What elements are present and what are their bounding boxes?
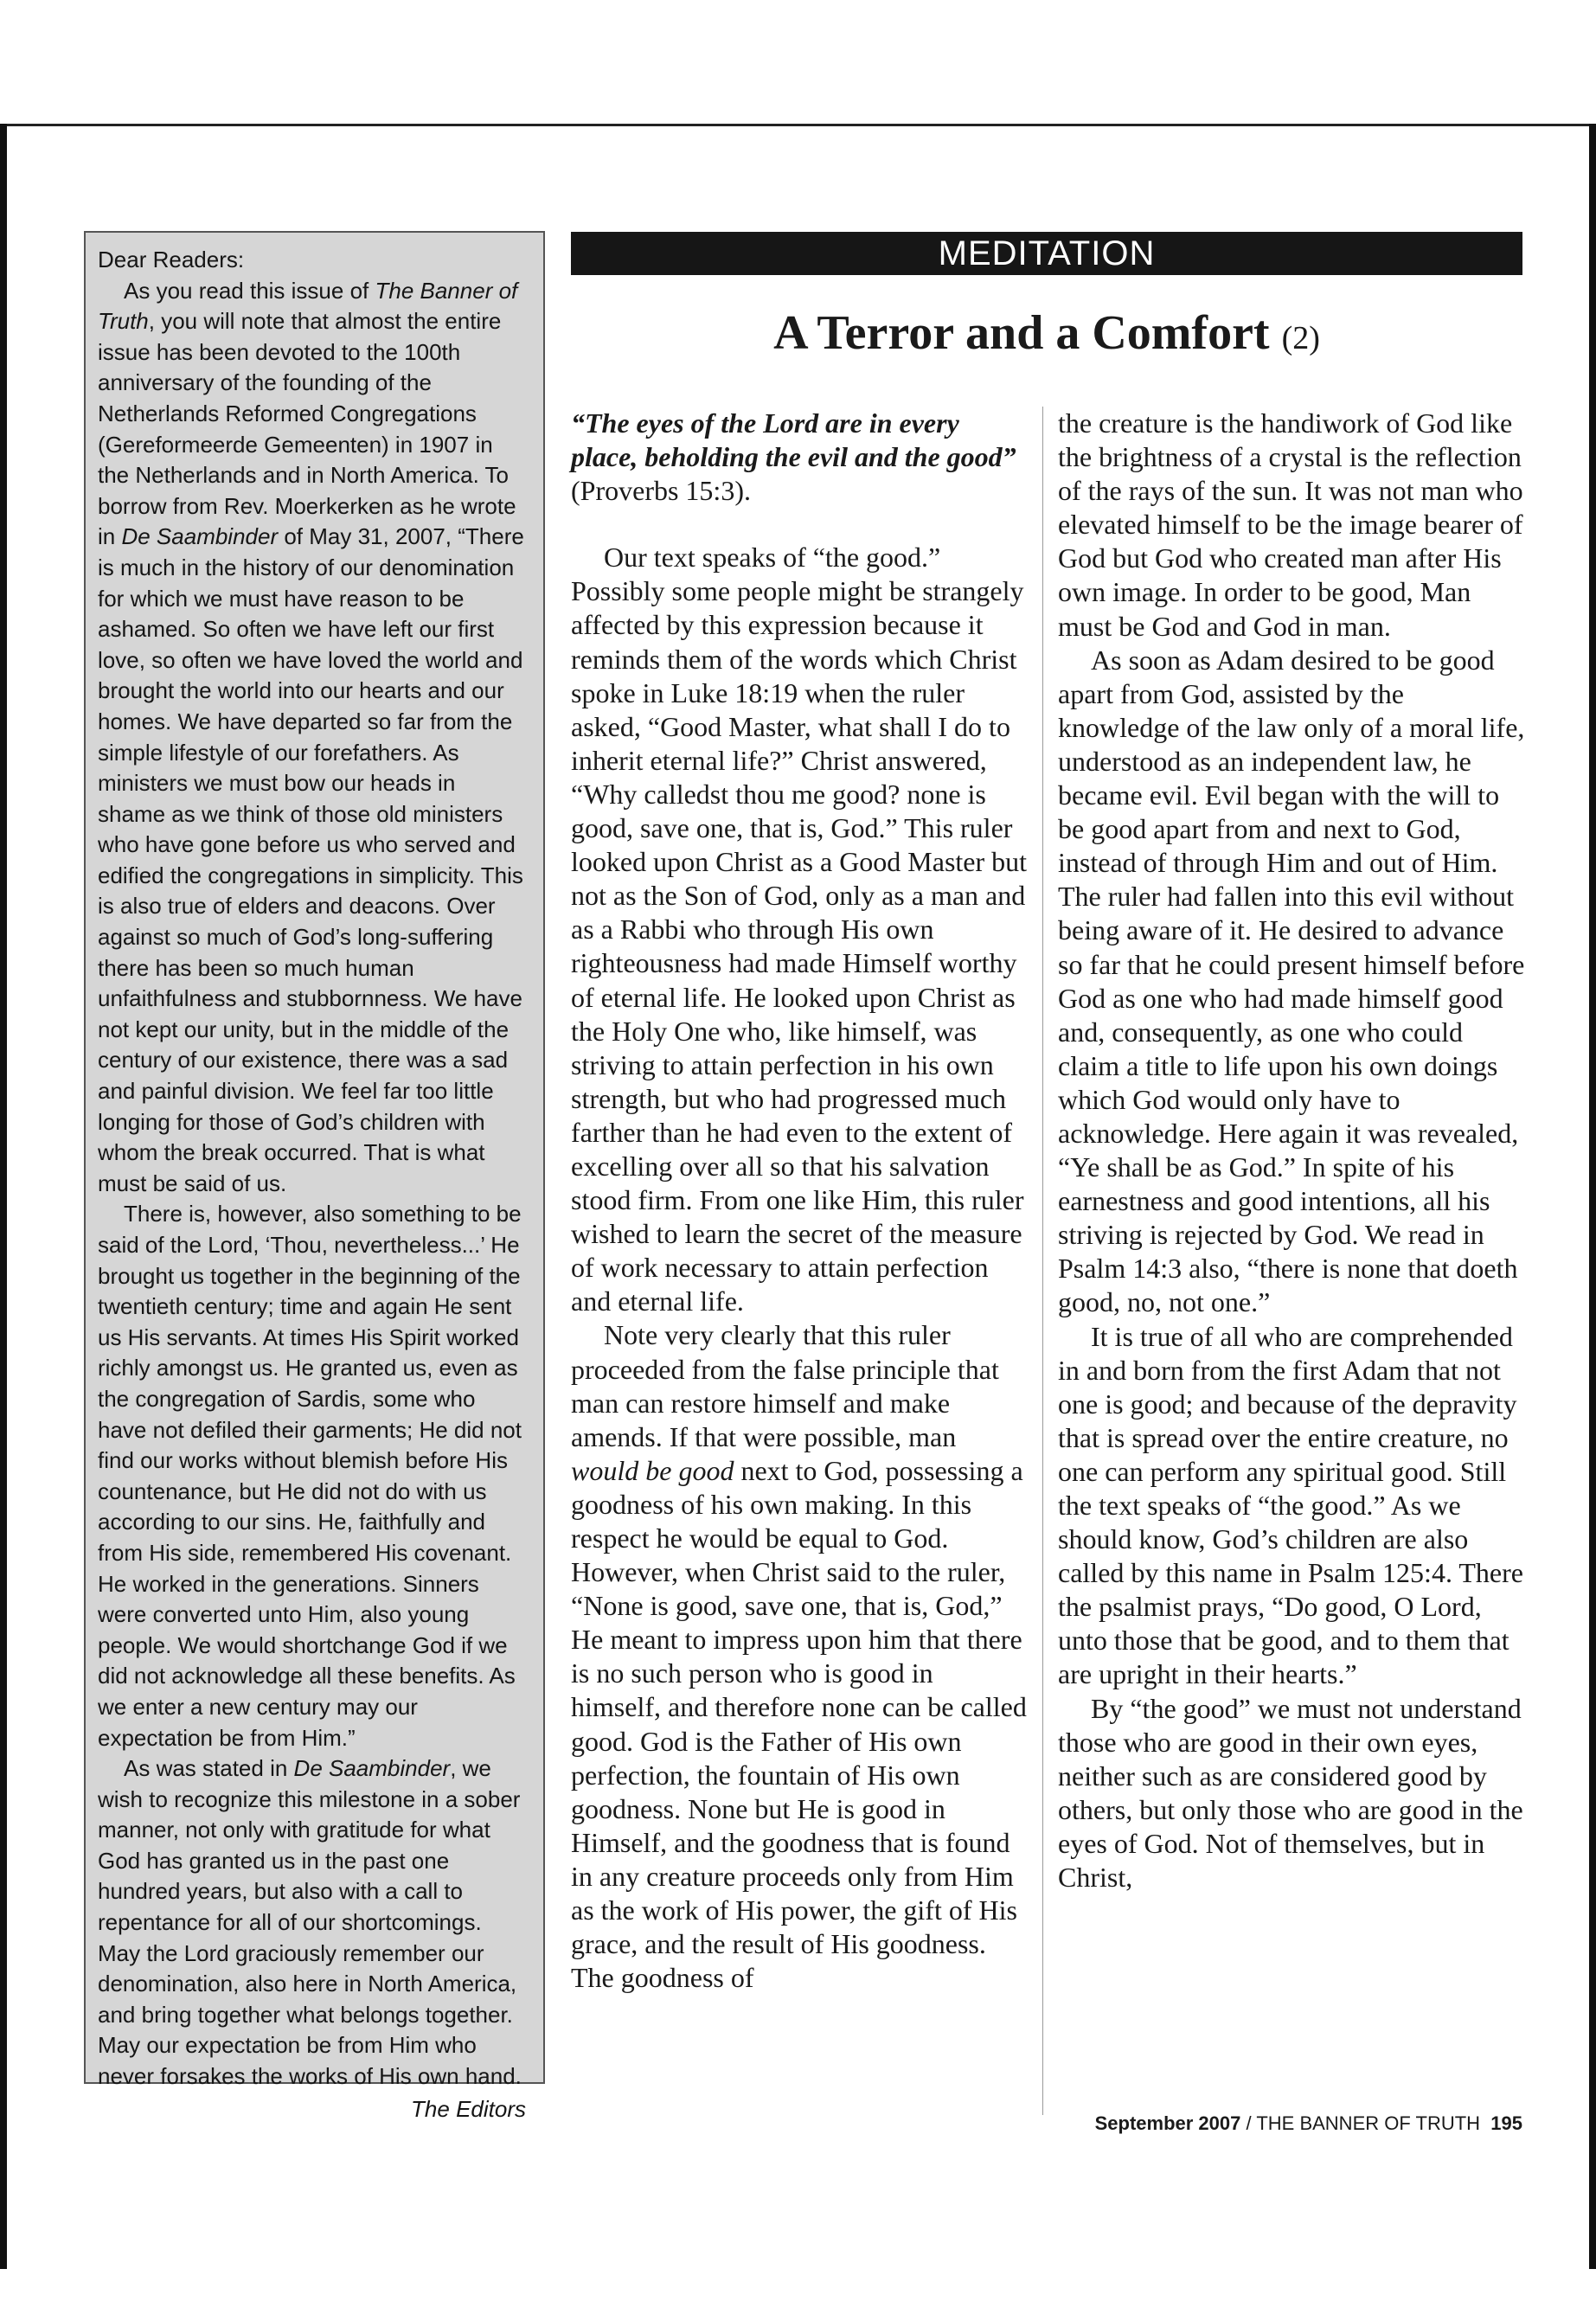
article-paragraph (571, 1318, 1028, 1995)
article-paragraph: As soon as Adam desired to be good apart from God, assisted by the knowledge of the law only of a moral life, understood as an independent law, he became evil. Evil began with the will to be good apart from and next to God, instead of through Him and out of Him. The ruler had fallen into this evil without being aware of it. He desired to advance so far that he could present himself before God as one who had made himself good and, consequently, as one who could claim a title to life upon his own doings which God would only have to acknowledge. Here again it was revealed, “Ye shall be as God.” In spite of his earnestness and good intentions, all his striving is rejected by God. We read in Psalm 14:3 also, “there is none that doeth good, no, not one.” (1058, 644, 1525, 1318)
editors-letter-box (84, 231, 545, 2122)
text-run: , you will note that almost the entire issue has been devoted to the 100th anniversary of the founding of the Netherlands Reformed Congregations (Gereformeerde Gemeenten) in 1907 in the Netherlands and in North America. To borrow from Rev. Moerkerken as he wrote in (98, 308, 516, 550)
letter-salutation: Dear Readers: (98, 247, 245, 272)
publication-name: De Saambinder (121, 523, 279, 550)
text-run: Note very clearly that this ruler proceeded from the false principle that man can restore himself and make amends. If that were possible, man (571, 1319, 999, 1452)
article-title (571, 303, 1522, 369)
right-page-edge (1589, 124, 1596, 2269)
verse-text: “The eyes of the Lord are in every place, beholding the evil and the good” (571, 407, 1016, 473)
text-run: , we wish to recognize this milestone in a sober manner, not only with gratitude for what God has granted us in the past one hundred years, but also with a call to repentance for all of our shortcomings. May the Lord graciously remember our denomination, also here in North America, and bring together what belongs together. May our expectation be from Him who never forsakes the works of His own hand. (98, 1755, 522, 2090)
publication-title: THE BANNER OF TRUTH (1256, 2112, 1481, 2134)
text-run: As was stated in (124, 1755, 294, 1782)
section-banner: MEDITATION (571, 232, 1522, 275)
publication-name: The Banner of Truth (98, 277, 518, 335)
issue-date: September 2007 (1094, 2112, 1241, 2134)
text-run: next to God, possessing a goodness of his own making. In this respect he would be equal to God. However, when Christ said to the ruler, “None is good, save one, that is, God,” He meant to impress upon him that there is no such person who is good in himself, and therefore none can be called good. God is the Father of His own perfection, the fountain of His own goodness. None but He is good in Himself, and the goodness that is found in any creature proceeds only from Him as the work of His power, the gift of His grace, and the result of His goodness. The goodness of (571, 1454, 1027, 1994)
emphasis-text: would be good (571, 1454, 734, 1486)
letter-paragraph-1 (98, 276, 526, 1200)
article-paragraph: the creature is the handiwork of God like the brightness of a crystal is the reflection of the rays of the sun. It was not man who elevated himself to be the image bearer of God but God who created man after His own image. In order to be good, Man must be God and God in man. (1058, 407, 1523, 642)
text-run: As you read this issue of (124, 277, 375, 304)
column-divider (1042, 407, 1043, 2115)
letter-paragraph-3 (98, 1753, 526, 2093)
top-rule (0, 124, 1596, 126)
article-column-right (1058, 407, 1525, 2093)
page-number: 195 (1490, 2112, 1522, 2134)
verse-reference: (Proverbs 15:3). (571, 475, 751, 507)
letter-signature: The Editors (411, 2095, 526, 2122)
left-page-edge (0, 124, 7, 2269)
scripture-verse (571, 407, 1028, 508)
letter-paragraph-2: There is, however, also something to be said of the Lord, ‘Thou, nevertheless...’ He brought us together in the beginning of the twentieth century; time and again He sent us His servants. At times His Spirit worked richly amongst us. He granted us, even as the congregation of Sardis, some who have not defiled their garments; He did not find our works without blemish before His countenance, but He did not do with us according to our sins. He, faithfully and from His side, remembered His covenant. He worked in the generations. Sinners were converted unto Him, also young people. We would shortchange God if we did not acknowledge all these benefits. As we enter a new century may our expectation be from Him.” (98, 1201, 522, 1751)
publication-name: De Saambinder (293, 1755, 451, 1782)
article-paragraph: It is true of all who are comprehended in and born from the first Adam that not one is good; and because of the depravity that is spread over the entire creature, no one can perform any spiritual good. Still the text speaks of “the good.” As we should know, God’s children are also called by this name in Psalm 125:4. There the psalmist prays, “Do good, O Lord, unto those that be good, and to them that are upright in their hearts.” (1058, 1320, 1523, 1690)
title-part: (2) (1281, 320, 1320, 356)
footer-separator: / (1240, 2112, 1257, 2134)
article-paragraph: By “the good” we must not understand those who are good in their own eyes, neither such as are considered good by others, but only those who are good in the eyes of God. Not of themselves, but in Christ, (1058, 1692, 1523, 1894)
article-column-left (571, 407, 1028, 2093)
text-run: of May 31, 2007, “There is much in the history of our denomination for which we must have reason to be ashamed. So often we have left our first love, so often we have loved the world and brought the world into our hearts and our homes. We have departed so far from the simple lifestyle of our forefathers. As ministers we must bow our heads in shame as we think of those old ministers who have gone before us who served and edified the congregations in simplicity. This is also true of elders and deacons. Over against so much of God’s long-suffering there has been so much human unfaithfulness and stubbornness. We have not kept our unity, but in the middle of the century of our existence, there was a sad and painful division. We feel far too little longing for those of God’s children with whom the break occurred. That is what must be said of us. (98, 523, 524, 1196)
title-text: A Terror and a Comfort (773, 306, 1270, 360)
article-paragraph: Our text speaks of “the good.” Possibly some people might be strangely affected by this expression because it reminds them of the words which Christ spoke in Luke 18:19 when the ruler asked, “Good Master, what shall I do to inherit eternal life?” Christ answered, “Why calledst thou me good? none is good, save one, that is, God.” This ruler looked upon Christ as a Good Master but not as the Son of God, only as a man and as a Rabbi who through His own righteousness had made Himself worthy of eternal life. He looked upon Christ as the Holy One who, like himself, was striving to attain perfection in his own strength, but who had progressed much farther than he had even to the extent of excelling over all so that his salvation stood firm. From one like Him, this ruler wished to learn the secret of the measure of work necessary to attain perfection and eternal life. (571, 542, 1028, 1317)
page-footer (952, 2111, 1522, 2137)
